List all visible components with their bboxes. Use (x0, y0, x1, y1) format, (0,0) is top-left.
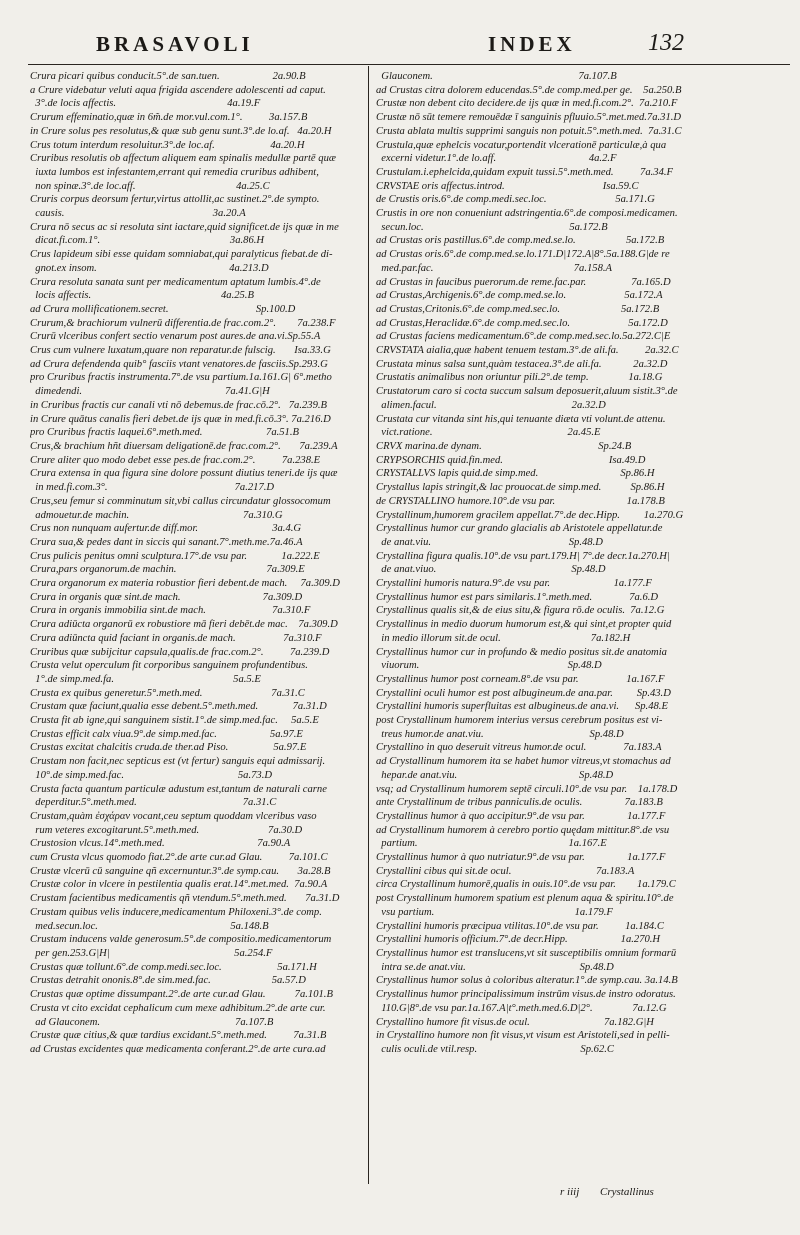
index-entry: Crura resoluta sanata sunt per medicamentum aptatum lumbis.4°.de (30, 276, 321, 288)
index-entry: Crustas quæ optime dissumpant.2°.de arte cur.ad Glau. 7a.101.B (30, 989, 333, 1001)
index-entry: Crura nō secus ac si resoluta sint iactare,quid significet.de ijs quæ in me (30, 221, 339, 233)
running-head (0, 30, 800, 64)
index-entry: ad Crustas in faucibus puerorum.de reme.fac.par. 7a.165.D (376, 276, 671, 288)
index-entry: Crusta fit ab igne,qui sanguinem sistit.1°.de simp.med.fac. 5a.5.E (30, 715, 319, 727)
index-entry: Crystallinus humor post corneam.8°.de vsu par. 1a.167.F (376, 673, 665, 685)
index-entry: Crustam non facit,nec septicus est (vt fertur) sanguis equi admissarij. (30, 756, 326, 768)
catchword: Crystallinus (600, 1186, 654, 1198)
index-entry: Crustula,quæ ephelcis vocatur,portendit vlcerationē particulæ,à qua (376, 139, 667, 151)
index-entry: Crus,seu femur si comminutum sit,vbi callus circundatur glossocomum (30, 495, 331, 507)
index-entry: Glauconem. 7a.107.B (376, 71, 617, 82)
index-entry: Crura sua,& pedes dant in siccis qui sanant.7°.meth.me.7a.46.A (30, 536, 303, 548)
index-entry: dicat.fi.com.1°. 3a.86.H (30, 235, 265, 247)
index-entry: Crura adiūncta quid faciant in organis.de mach. 7a.310.F (30, 632, 322, 644)
index-entry: Crustam,quàm ἐσχάραν vocant,ceu septum quoddam vlceribus vaso (30, 810, 317, 822)
index-entry: ad Crustas excidentes quæ medicamenta conferant.2°.de arte cura.ad (30, 1043, 326, 1055)
index-entry: Crystallinus humor est pars similaris.1°.meth.med. 7a.6.D (376, 591, 659, 603)
index-entry: ad Crustas,Archigenis.6°.de comp.med.se.lo. 5a.172.A (376, 290, 663, 302)
index-entry: Crystallini cibus qui sit.de ocul. 7a.183.A (376, 865, 635, 877)
index-column-right (376, 70, 740, 1180)
index-entry: Crusta ablata multis supprimi sanguis non potuit.5°.meth.med. 7a.31.C (376, 125, 682, 137)
index-entry: de CRYSTALLINO humore.10°.de vsu par. 1a.178.B (376, 495, 665, 507)
index-entry: Crustata minus salsa sunt,quàm testacea.3°.de ali.fa. 2a.32.D (376, 358, 668, 370)
index-entry: Crura adiūcta organorū ex robustiore mā fieri debēt.de mac. 7a.309.D (30, 619, 338, 631)
index-entry: vsq; ad Crystallinum humorem septē circuli.10°.de vsu par. 1a.178.D (376, 783, 678, 795)
index-entry: ad Crustas,Heraclidæ.6°.de comp.med.sec.lo. 5a.172.D (376, 317, 668, 329)
index-entry: excerni videtur.1°.de lo.aff. 4a.2.F (376, 153, 617, 165)
index-entry: Crustam quæ faciunt,qualia esse debent.5°.meth.med. 7a.31.D (30, 701, 327, 713)
index-entry: Crystallini humoris natura.9°.de vsu par. 1a.177.F (376, 578, 652, 590)
index-entry: locis affectis. 4a.25.B (30, 290, 254, 302)
index-entry: admouetur.de machin. 7a.310.G (30, 509, 283, 521)
index-entry: Crure aliter quo modo debet esse pes.de frac.com.2°. 7a.238.E (30, 454, 321, 466)
index-entry: Crystallinus in medio duorum humorum est,& qui sint,et propter quid (376, 619, 672, 631)
index-entry: 1°.de simp.med.fa. 5a.5.E (30, 673, 261, 685)
index-entry: Crus,& brachium hñt diuersam deligationē.de frac.com.2°. 7a.239.A (30, 440, 338, 452)
index-entry: med.secun.loc. 5a.148.B (30, 920, 269, 932)
index-entry: ad Crustas oris pastillus.6°.de comp.med.se.lo. 5a.172.B (376, 235, 665, 247)
page-number: 132 (648, 30, 684, 56)
index-entry: Crustæ non debent cito decidere.de ijs quæ in med.fi.com.2°. 7a.210.F (376, 98, 678, 110)
index-entry: Crystallinus humor à quo accipitur.9°.de vsu par. 1a.177.F (376, 810, 666, 822)
index-entry: Crus totum interdum resoluitur.3°.de loc.af. 4a.20.H (30, 139, 305, 151)
index-entry: ad Crustas oris.6°.de comp.med.se.lo.171.D|172.A|8°.5a.188.G|de re (376, 249, 670, 261)
index-entry: Crystallinus humor est translucens,vt sit susceptibilis omnium formarū (376, 948, 677, 959)
index-entry: Cruribus quæ subijcitur capsula,qualis.de frac.com.2°. 7a.239.D (30, 646, 330, 658)
index-entry: circa Crystallinum humorē,qualis in ouis.10°.de vsu par. 1a.179.C (376, 879, 676, 891)
index-entry: 110.G|8°.de vsu par.1a.167.A|t°.meth.med.6.D|2°. 7a.12.G (376, 1002, 667, 1014)
index-entry: Crustam quibus velis inducere,medicamentum Philoxeni.3°.de comp. (30, 906, 322, 918)
index-entry: Crura picari quibus conducit.5°.de san.tuen. 2a.90.B (30, 71, 306, 82)
index-entry: Crustatorum caro si cocta succum salsum deposuerit,aluum sistit.3°.de (376, 386, 678, 398)
index-entry: alimen.facul. 2a.32.D (376, 399, 606, 411)
index-entry: in medio illorum sit.de ocul. 7a.182.H (376, 632, 631, 644)
index-entry: partium. 1a.167.E (376, 838, 607, 850)
index-entry: dimedendi. 7a.41.G|H (30, 386, 270, 398)
index-entry: Crura,pars organorum.de machin. 7a.309.E (30, 564, 305, 576)
page-footer (560, 1186, 672, 1198)
index-entry: intra se.de anat.viu. Sp.48.D (376, 961, 614, 973)
index-entry: Cruribus resolutis ob affectum aliquem eam spinalis medullæ partē quæ (30, 153, 336, 165)
index-entry: non spinæ.3°.de loc.aff. 4a.25.C (30, 180, 270, 192)
index-entry: Crystallinus humor cur in profundo & medio positus sit.de anatomia (376, 646, 667, 658)
index-entry: Crustata cur vitanda sint his,qui tenuante diæta vti volunt.de attenu. (376, 413, 666, 425)
index-entry: hepar.de anat.viu. Sp.48.D (376, 769, 614, 781)
index-entry: in Crystallino humore non fit visus,vt visum est Aristoteli,sed in pelli- (376, 1030, 670, 1042)
index-entry: a Crure videbatur veluti aqua frigida ascendere adolescenti ad caput. (30, 84, 326, 96)
index-entry: Crus cum vulnere luxatum,quare non reparatur.de fulscig. Isa.33.G (30, 345, 331, 357)
index-entry: Crustas quæ tollunt.6°.de comp.medi.sec.loc. 5a.171.H (30, 961, 317, 973)
index-entry: Crustæ nō sūt temere remouēdæ ī sanguinis pfluuio.5°.met.med.7a.31.D (376, 112, 682, 124)
index-entry: ad Crystallinum humorem à cerebro portio quędam mittitur.8°.de vsu (376, 824, 670, 836)
index-entry: Crusta vt cito excidat cephalicum cum mexe adhibitum.2°.de arte cur. (30, 1002, 326, 1014)
index-entry: Crystallinus humor solus à coloribus alteratur.1°.de symp.cau. 3a.14.B (376, 975, 678, 987)
index-entry: rum veteres excogitarunt.5°.meth.med. 7a.30.D (30, 824, 303, 836)
index-entry: de anat.viu. Sp.48.D (376, 536, 603, 548)
index-entry: Crystallino humore fit visus.de ocul. 7a.182.G|H (376, 1016, 654, 1028)
index-entry: Crustæ vlcerū cū sanguine qñ excernuntur.3°.de symp.cau. 3a.28.B (30, 865, 331, 877)
index-entry: Crura extensa in qua figura sine dolore possunt diutius teneri.de ijs quæ (30, 468, 338, 480)
index-entry: Crustas efficit calx viua.9°.de simp.med.fac. 5a.97.E (30, 728, 303, 740)
index-entry: causis. 3a.20.A (30, 208, 246, 220)
index-entry: culis oculi.de vtil.resp. Sp.62.C (376, 1043, 614, 1055)
index-entry: Crus non nunquam aufertur.de diff.mor. 3a.4.G (30, 523, 302, 535)
index-entry: secun.loc. 5a.172.B (376, 221, 608, 233)
index-entry: Crystallinus humor principalissimum instrūm visus.de instro odoratus. (376, 989, 676, 1001)
index-entry: Crurum effeminatio,quæ in 6m̃.de mor.vul.com.1°. 3a.157.B (30, 112, 308, 124)
index-entry: Crustam facientibus medicamentis qñ vtendum.5°.meth.med. 7a.31.D (30, 893, 340, 905)
running-head-title: INDEX (488, 32, 576, 56)
index-entry: Crusta velut operculum fit corporibus sanguinem profundentibus. (30, 660, 308, 672)
index-entry: ante Crystallinum de tribus panniculis.de oculis. 7a.183.B (376, 797, 663, 809)
index-entry: treus humor.de anat.viu. Sp.48.D (376, 728, 624, 740)
index-entry: vict.ratione. 2a.45.E (376, 427, 601, 439)
index-entry: ad Glauconem. 7a.107.B (30, 1016, 274, 1028)
index-entry: 10°.de simp.med.fac. 5a.73.D (30, 769, 272, 781)
index-entry: Crystallini humoris superfluitas est albugineus.de ana.vi. Sp.48.E (376, 701, 668, 713)
index-entry: Crura in organis immobilia sint.de mach. 7a.310.F (30, 605, 311, 617)
index-entry: Crystallinus humor à quo nutriatur.9°.de vsu par. 1a.177.F (376, 852, 666, 864)
index-entry: post Crystallinum humorem spatium est plenum aqua & spiritu.10°.de (376, 893, 674, 905)
index-entry: ad Crustas faciens medicamentum.6°.de comp.med.sec.lo.5a.272.C|E (376, 331, 671, 343)
index-entry: viuorum. Sp.48.D (376, 660, 602, 672)
index-entry: Crustas detrahit ononis.8°.de sim.med.fac. 5a.57.D (30, 975, 306, 987)
index-entry: Crustam inducens valde generosum.5°.de compositio.medicamentorum (30, 934, 332, 946)
index-column-left (30, 70, 360, 1180)
index-entry: Crystallinus qualis sit,& de eius situ,& figura rō.de oculis. 7a.12.G (376, 605, 665, 617)
index-entry: pro Cruribus fractis laquei.6°.meth.med. 7a.51.B (30, 427, 299, 439)
column-divider (368, 66, 369, 1184)
index-entry: Crura organorum ex materia robustior fieri debent.de mach. 7a.309.D (30, 578, 340, 590)
index-entry: Crustæ quæ citius,& quæ tardius excidant.5°.meth.med. 7a.31.B (30, 1030, 327, 1042)
index-entry: Crustatis animalibus non oriuntur pili.2°.de temp. 1a.18.G (376, 372, 663, 384)
index-entry: CRVSTATA aialia,quæ habent tenuem testam.3°.de ali.fa. 2a.32.C (376, 345, 679, 357)
header-rule (28, 64, 790, 65)
index-entry: CRVX marina.de dynam. Sp.24.B (376, 440, 632, 452)
index-entry: 3°.de locis affectis. 4a.19.F (30, 98, 261, 110)
index-entry: Crurū vlceribus confert sectio venarum post aures.de ana.vi.Sp.55.A (30, 331, 321, 343)
index-entry: Crystallina figura qualis.10°.de vsu part.179.H| 7°.de decr.1a.270.H| (376, 550, 670, 562)
index-entry: Crus pulicis penitus omni sculptura.17°.de vsu par. 1a.222.E (30, 550, 320, 562)
index-entry: Crustas excitat chalcitis cruda.de ther.ad Piso. 5a.97.E (30, 742, 307, 754)
index-entry: gnot.ex insom. 4a.213.D (30, 262, 269, 274)
index-entry: Crusta ex quibus generetur.5°.meth.med. 7a.31.C (30, 687, 305, 699)
index-entry: post Crystallinum humorem interius versus cerebrum positus est vi- (376, 715, 663, 727)
index-entry: CRYPSORCHIS quid.fin.med. Isa.49.D (376, 454, 646, 466)
index-entry: CRVSTAE oris affectus.introd. Isa.59.C (376, 180, 639, 192)
index-entry: ad Crura mollificationem.secret. Sp.100.D (30, 303, 296, 315)
index-entry: CRYSTALLVS lapis quid.de simp.med. Sp.86.H (376, 468, 655, 480)
index-entry: in Cruribus fractis cur canali vti nō debemus.de frac.cō.2°. 7a.239.B (30, 399, 328, 411)
index-entry: cum Crusta vlcus quomodo fiat.2°.de arte cur.ad Glau. 7a.101.C (30, 852, 328, 864)
index-entry: Crystallinus humor cur grando glacialis ab Aristotele appellatur.de (376, 523, 663, 535)
index-entry: per gen.253.G|H| 5a.254.F (30, 948, 273, 959)
index-entry: ad Crustas citra dolorem educendas.5°.de comp.med.per ge. 5a.250.B (376, 84, 682, 96)
index-entry: Crystallini oculi humor est post albugineum.de ana.par. Sp.43.D (376, 687, 671, 699)
index-entry: Crura in organis quæ sint.de mach. 7a.309.D (30, 591, 303, 603)
index-entry: Crystallini humoris officium.7°.de decr.Hipp. 1a.270.H (376, 934, 661, 946)
index-entry: in Crure quātus canalis fieri debet.de ijs quæ in med.fi.cō.3°. 7a.216.D (30, 413, 331, 425)
index-entry: de anat.viuo. Sp.48.D (376, 564, 606, 576)
index-entry: Crusta facta quantum particulæ adustum est,tantum de naturali carne (30, 783, 327, 795)
index-entry: Crystallinum,humorem gracilem appellat.7°.de dec.Hipp. 1a.270.G (376, 509, 684, 521)
index-entry: iuxta lumbos est infestantem,errant qui remedia cruribus adhibent, (30, 166, 319, 178)
index-entry: Crus lapideum sibi esse quidam somniabat,qui paralyticus fiebat.de di- (30, 249, 333, 261)
index-entry: pro Cruribus fractis instrumenta.7°.de vsu partium.1a.161.G| 6°.metho (30, 372, 332, 384)
index-entry: Crustosion vlcus.14°.meth.med. 7a.90.A (30, 838, 291, 850)
index-entry: Crustæ color in vlcere in pestilentia qualis erat.14°.met.med. 7a.90.A (30, 879, 328, 891)
index-entry: Crurum,& brachiorum vulnerū differentia.de frac.com.2°. 7a.238.F (30, 317, 336, 329)
index-entry: in med.fi.com.3°. 7a.217.D (30, 482, 275, 494)
index-entry: Crystallini humoris præcipua vtilitas.10°.de vsu par. 1a.184.C (376, 920, 664, 932)
index-entry: de Crustis oris.6°.de comp.medi.sec.loc. 5a.171.G (376, 194, 655, 206)
signature-mark: r iiij (560, 1186, 580, 1198)
index-entry: Crustis in ore non conueniunt adstringentia.6°.de composi.medicamen. (376, 208, 678, 220)
index-entry: ad Crura defendenda quib° fasciis vtant venatores.de fasciis.Sp.293.G (30, 358, 328, 370)
index-entry: Crustulam.i.ephelcida,quidam expuit tussi.5°.meth.med. 7a.34.F (376, 166, 674, 178)
running-head-author: BRASAVOLI (96, 32, 254, 56)
index-entry: ad Crustas,Critonis.6°.de comp.med.sec.lo. 5a.172.B (376, 303, 660, 315)
index-entry: ad Crystallinum humorem ita se habet humor vitreus,vt stomachus ad (376, 756, 671, 768)
index-entry: med.par.fac. 7a.158.A (376, 262, 612, 274)
index-entry: deperditur.5°.meth.med. 7a.31.C (30, 797, 277, 809)
index-entry: Cruris corpus deorsum fertur,virtus attollit,ac sustinet.2°.de sympto. (30, 194, 320, 206)
index-entry: in Crure solus pes resolutus,& quæ sub genu sunt.3°.de lo.af. 4a.20.H (30, 125, 332, 137)
index-entry: vsu partium. 1a.179.F (376, 906, 613, 918)
index-entry: Crystallino in quo deseruit vitreus humor.de ocul. 7a.183.A (376, 742, 662, 754)
index-entry: Crystallus lapis stringit,& lac prouocat.de simp.med. Sp.86.H (376, 482, 665, 494)
